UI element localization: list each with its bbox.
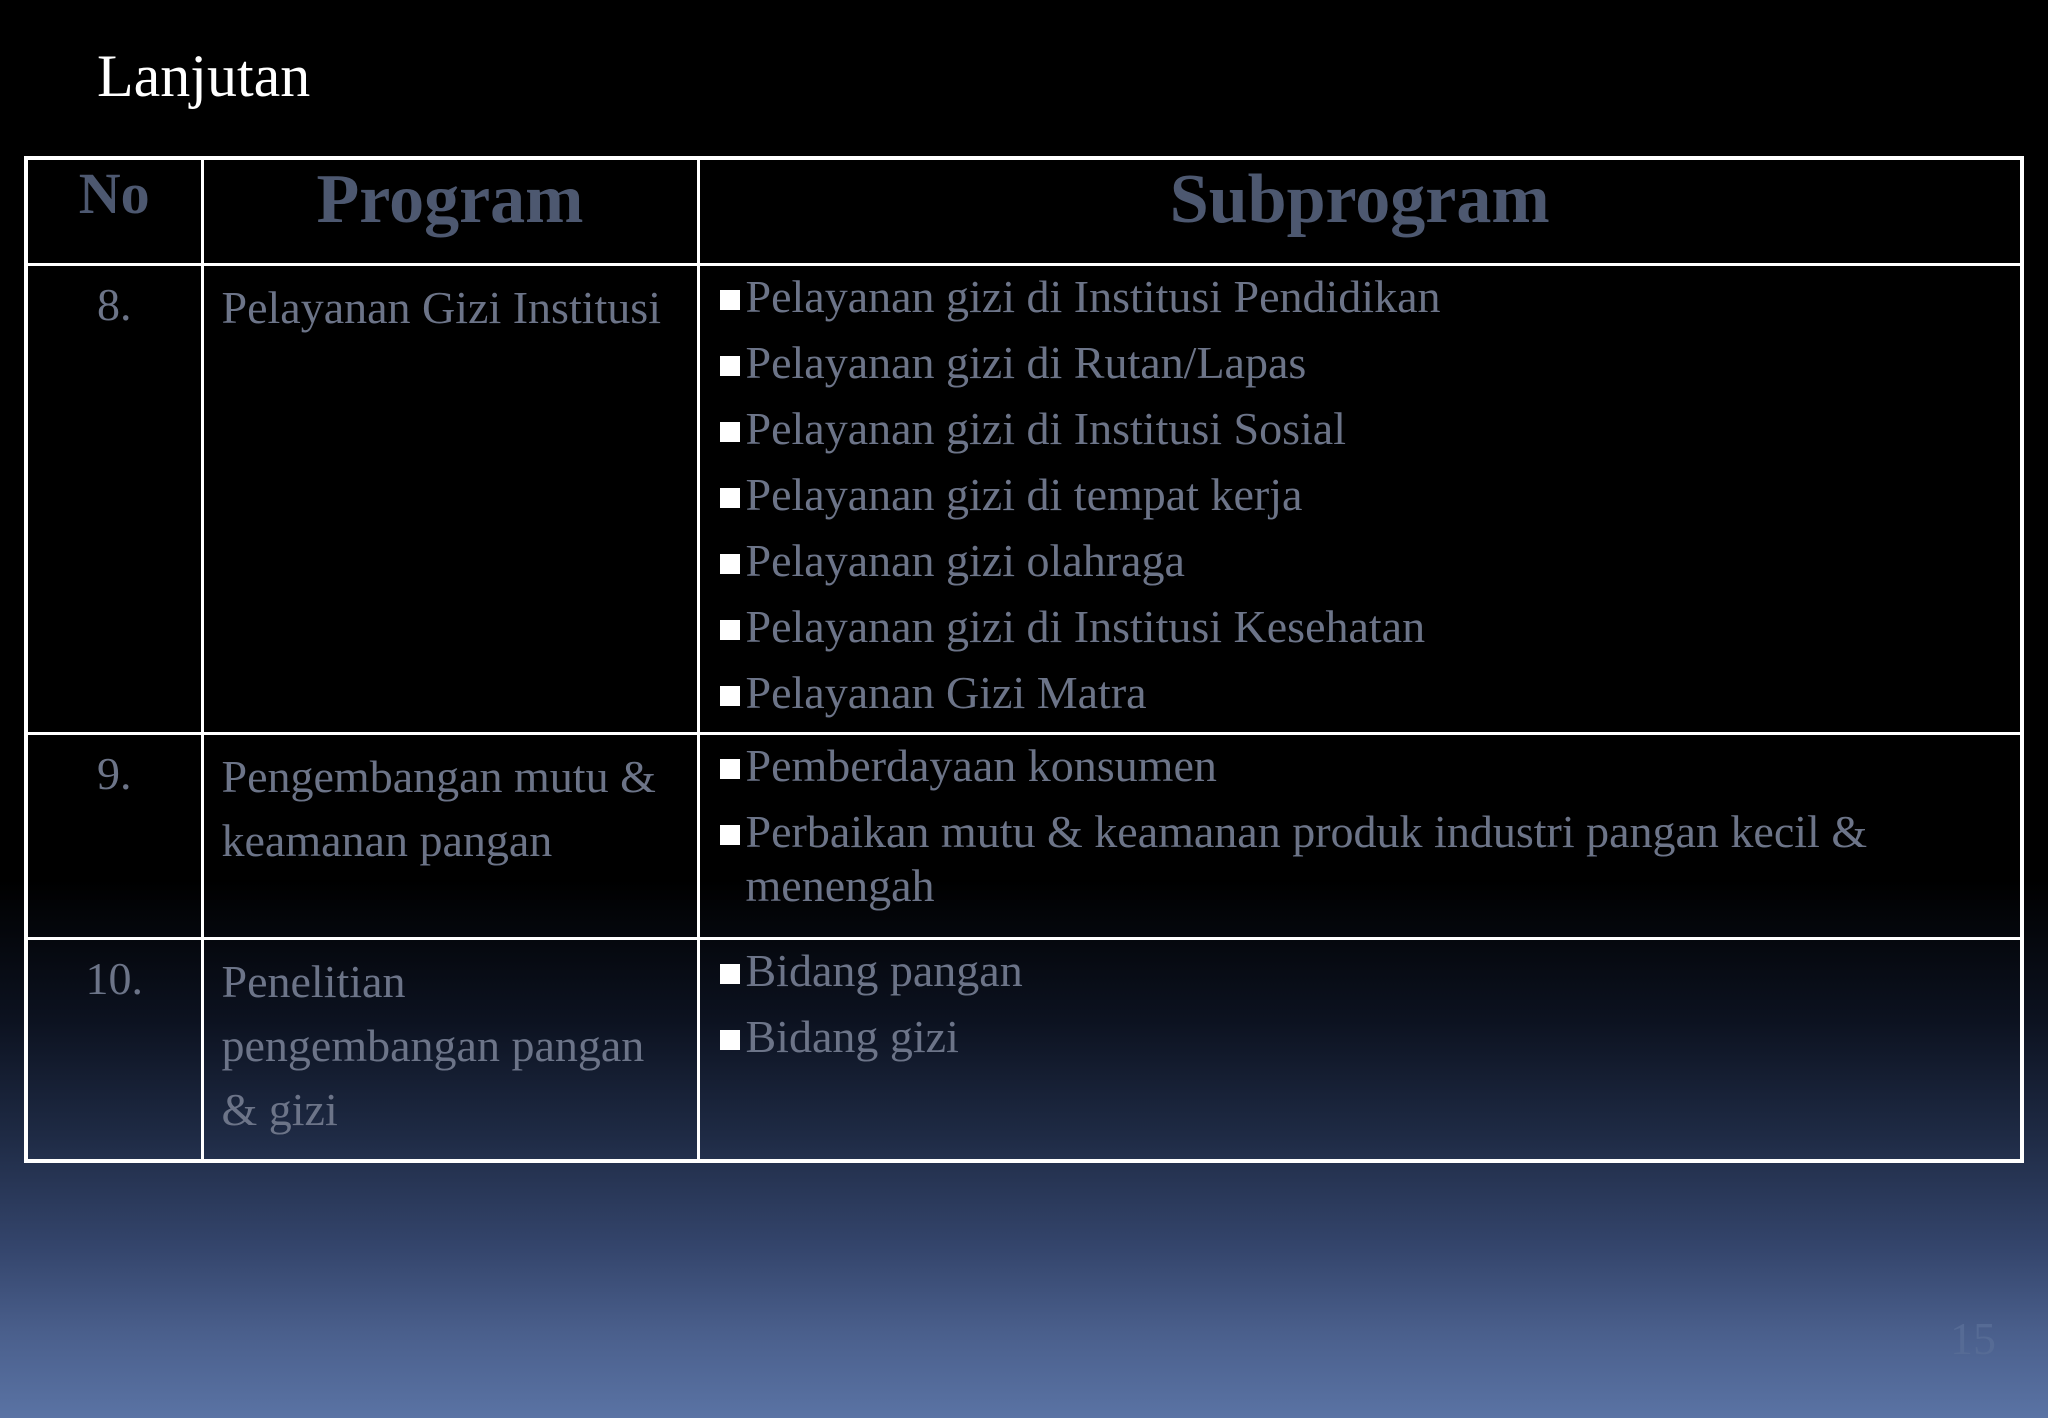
square-bullet-icon [720,488,740,508]
header-no: No [26,158,202,265]
subprogram-item [720,402,2001,456]
row-number: 9. [26,734,202,939]
subprogram-label: Pelayanan gizi di tempat kerja [745,469,1303,520]
square-bullet-icon [720,554,740,574]
slide-title: Lanjutan [97,43,311,109]
subprogram-item [720,270,2001,324]
square-bullet-icon [720,290,740,310]
square-bullet-icon [720,356,740,376]
program-name: Pengembangan mutu & keamanan pangan [202,734,698,939]
page-number: 15 [1950,1313,1996,1364]
subprogram-label: Pelayanan Gizi Matra [745,667,1147,718]
subprogram-label: Bidang pangan [745,945,1023,996]
subprogram-label: Pemberdayaan konsumen [745,740,1217,791]
subprogram-item [720,739,2001,793]
subprogram-list [698,734,2022,939]
row-number: 10. [26,939,202,1161]
subprogram-list [698,939,2022,1161]
program-table [24,156,2024,1163]
square-bullet-icon [720,422,740,442]
subprogram-label: Pelayanan gizi di Institusi Pendidikan [745,271,1441,322]
square-bullet-icon [720,1030,740,1050]
subprogram-list [698,265,2022,734]
subprogram-item [720,1010,2001,1064]
square-bullet-icon [720,964,740,984]
subprogram-label: Pelayanan gizi olahraga [745,535,1185,586]
subprogram-label: Pelayanan gizi di Rutan/Lapas [745,337,1307,388]
table-row [26,734,2022,939]
subprogram-label: Perbaikan mutu & keamanan produk industri pangan kecil & menengah [745,806,1868,911]
subprogram-label: Pelayanan gizi di Institusi Kesehatan [745,601,1426,652]
subprogram-item [720,600,2001,654]
program-name: Pelayanan Gizi Institusi [202,265,698,734]
subprogram-item [720,468,2001,522]
program-name: Penelitian pengembangan pangan & gizi [202,939,698,1161]
subprogram-item [720,666,2001,720]
square-bullet-icon [720,759,740,779]
square-bullet-icon [720,686,740,706]
subprogram-item [720,944,2001,998]
subprogram-label: Bidang gizi [745,1011,959,1062]
table-header-row [26,158,2022,265]
subprogram-label: Pelayanan gizi di Institusi Sosial [745,403,1346,454]
table-row [26,265,2022,734]
header-subprogram: Subprogram [698,158,2022,265]
square-bullet-icon [720,620,740,640]
subprogram-item [720,534,2001,588]
row-number: 8. [26,265,202,734]
square-bullet-icon [720,825,740,845]
subprogram-item [720,805,2001,913]
table-row [26,939,2022,1161]
header-program: Program [202,158,698,265]
subprogram-item [720,336,2001,390]
